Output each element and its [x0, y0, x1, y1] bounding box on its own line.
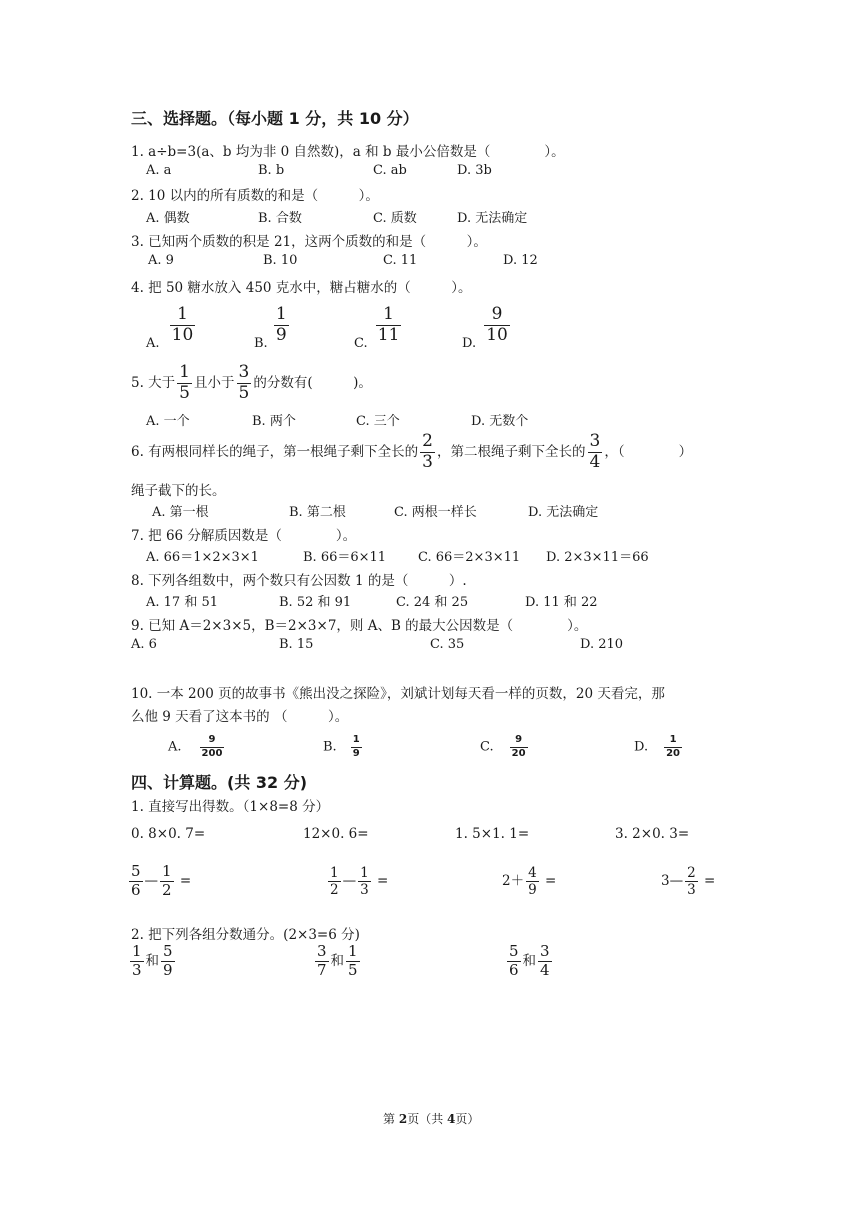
fraction: $\frac{1}{2}$ — [162, 862, 172, 899]
question-10-line1: 10. 一本 200 页的故事书《熊出没之探险》，刘斌计划每天看一样的页数，20 天看完，那 — [131, 686, 665, 702]
part-2-title: 2. 把下列各组分数通分。(2×3=6 分) — [131, 927, 360, 943]
question-7-stem: 7. 把 66 分解质因数是（ ）。 — [131, 528, 357, 544]
question-5-stem: 5. 大于 $\frac{1}{5}$ 且小于 $\frac{3}{5}$ 的分数有( )。 — [131, 362, 372, 403]
part-1-title: 1. 直接写出得数。（1×8=8 分） — [131, 799, 330, 815]
fraction: $\frac{9}{200}$ — [201, 734, 223, 759]
q5-option-c: C. 三个 — [356, 414, 400, 429]
fraction: $\frac{5}{9}$ — [163, 942, 173, 979]
fraction: $\frac{9}{20}$ — [511, 734, 526, 759]
q4-option-c: C. $\frac{1}{11}$ — [354, 304, 400, 351]
fraction: $\frac{3}{7}$ — [317, 942, 327, 979]
q8-option-b: B. 52 和 91 — [279, 595, 352, 610]
q4-option-a: A. $\frac{1}{10}$ — [146, 304, 194, 351]
question-2-stem: 2. 10 以内的所有质数的和是（ ）。 — [131, 188, 379, 204]
q5-option-a: A. 一个 — [146, 414, 190, 429]
fraction: $\frac{1}{9}$ — [275, 304, 287, 345]
calc-6: $\frac{1}{2}$ — $\frac{1}{3}$ = — [330, 865, 389, 899]
fraction: $\frac{1}{5}$ — [348, 942, 358, 979]
q8-option-d: D. 11 和 22 — [525, 595, 598, 610]
fraction: $\frac{1}{3}$ — [360, 865, 369, 899]
q2-option-a: A. 偶数 — [146, 211, 190, 226]
q3-option-c: C. 11 — [383, 253, 418, 268]
calc-1: 0. 8×0. 7= — [131, 826, 206, 842]
question-6-line2: 绳子截下的长。 — [131, 483, 226, 499]
q4-option-b: B. $\frac{1}{9}$ — [254, 304, 287, 351]
fraction: $\frac{1}{9}$ — [352, 734, 360, 759]
q3-option-b: B. 10 — [263, 253, 298, 268]
page-number: 2 — [398, 1112, 408, 1126]
fraction: $\frac{9}{10}$ — [486, 304, 508, 345]
fraction: $\frac{2}{3}$ — [422, 431, 433, 472]
q2-option-d: D. 无法确定 — [457, 211, 528, 226]
calc-8: 3— $\frac{2}{3}$ = — [661, 865, 716, 899]
question-1-stem: 1. a÷b=3(a、b 均为非 0 自然数)，a 和 b 最小公倍数是（ ）。 — [131, 144, 565, 160]
question-8-stem: 8. 下列各组数中，两个数只有公因数 1 的是（ ）. — [131, 573, 467, 589]
q10-option-d: D. $\frac{1}{20}$ — [634, 734, 681, 759]
q7-option-d: D. 2×3×11＝66 — [546, 550, 649, 565]
q2-option-b: B. 合数 — [258, 211, 302, 226]
calc-4: 3. 2×0. 3= — [615, 826, 690, 842]
fraction: $\frac{3}{4}$ — [589, 431, 601, 472]
calc-3: 1. 5×1. 1= — [455, 826, 530, 842]
fraction: $\frac{4}{9}$ — [528, 865, 537, 899]
section-4-title: 四、计算题。(共 32 分) — [131, 773, 308, 792]
q6-option-b: B. 第二根 — [289, 505, 346, 520]
fraction: $\frac{1}{20}$ — [666, 734, 681, 759]
calc-5: $\frac{5}{6}$ — $\frac{1}{2}$ = — [131, 862, 192, 899]
fraction: $\frac{1}{3}$ — [132, 942, 142, 979]
question-10-line2: 么他 9 天看了这本书的 （ ）。 — [131, 709, 349, 725]
question-4-stem: 4. 把 50 糖水放入 450 克水中，糖占糖水的（ ）。 — [131, 280, 472, 296]
q9-option-a: A. 6 — [131, 637, 157, 652]
q6-option-d: D. 无法确定 — [528, 505, 599, 520]
question-6-stem: 6. 有两根同样长的绳子，第一根绳子剩下全长的 $\frac{2}{3}$ ，第二根绳子剩下全长的 $\frac{3}{4}$ ，（ ） — [131, 431, 693, 472]
fraction: $\frac{1}{2}$ — [330, 865, 339, 899]
q4-option-d: D. $\frac{9}{10}$ — [462, 304, 508, 351]
fraction: $\frac{5}{6}$ — [131, 862, 141, 899]
calc-7: 2＋ $\frac{4}{9}$ = — [502, 865, 557, 899]
q1-option-a: A. a — [146, 163, 172, 178]
q10-option-c: C. $\frac{9}{20}$ — [480, 734, 526, 759]
fraction: $\frac{2}{3}$ — [687, 865, 696, 899]
q6-option-c: C. 两根一样长 — [394, 505, 477, 520]
page-total: 4 — [447, 1112, 456, 1126]
q8-option-c: C. 24 和 25 — [396, 595, 469, 610]
q7-option-b: B. 66＝6×11 — [303, 550, 387, 565]
q7-option-c: C. 66＝2×3×11 — [418, 550, 521, 565]
question-3-stem: 3. 已知两个质数的积是 21，这两个质数的和是（ ）。 — [131, 234, 487, 250]
q10-option-b: B. $\frac{1}{9}$ — [323, 734, 360, 759]
q9-option-c: C. 35 — [430, 637, 465, 652]
fraction: $\frac{3}{4}$ — [540, 942, 550, 979]
q5-option-b: B. 两个 — [252, 414, 296, 429]
section-3-title: 三、选择题。（每小题 1 分，共 10 分） — [131, 109, 419, 128]
q2-option-c: C. 质数 — [373, 211, 417, 226]
fraction: $\frac{5}{6}$ — [509, 942, 519, 979]
calc-2: 12×0. 6= — [303, 826, 369, 842]
q8-option-a: A. 17 和 51 — [146, 595, 219, 610]
question-9-stem: 9. 已知 A＝2×3×5，B＝2×3×7，则 A、B 的最大公因数是（ ）。 — [131, 618, 588, 634]
fraction: $\frac{3}{5}$ — [238, 362, 250, 403]
q3-option-d: D. 12 — [503, 253, 538, 268]
q3-option-a: A. 9 — [148, 253, 174, 268]
q9-option-d: D. 210 — [580, 637, 624, 652]
common-denominator-group-3: $\frac{5}{6}$ 和 $\frac{3}{4}$ — [509, 942, 550, 979]
fraction: $\frac{1}{5}$ — [179, 362, 190, 403]
fraction: $\frac{1}{10}$ — [171, 304, 194, 345]
q5-option-d: D. 无数个 — [471, 414, 529, 429]
q1-option-c: C. ab — [373, 163, 407, 178]
common-denominator-group-2: $\frac{3}{7}$ 和 $\frac{1}{5}$ — [317, 942, 358, 979]
common-denominator-group-1: $\frac{1}{3}$ 和 $\frac{5}{9}$ — [132, 942, 173, 979]
q6-option-a: A. 第一根 — [152, 505, 209, 520]
q9-option-b: B. 15 — [279, 637, 314, 652]
page-footer: 第 2页（共 4页） — [383, 1112, 480, 1126]
q1-option-b: B. b — [258, 163, 285, 178]
q10-option-a: A. $\frac{9}{200}$ — [168, 734, 223, 759]
q7-option-a: A. 66＝1×2×3×1 — [146, 550, 259, 565]
fraction: $\frac{1}{11}$ — [377, 304, 400, 345]
q1-option-d: D. 3b — [457, 163, 492, 178]
